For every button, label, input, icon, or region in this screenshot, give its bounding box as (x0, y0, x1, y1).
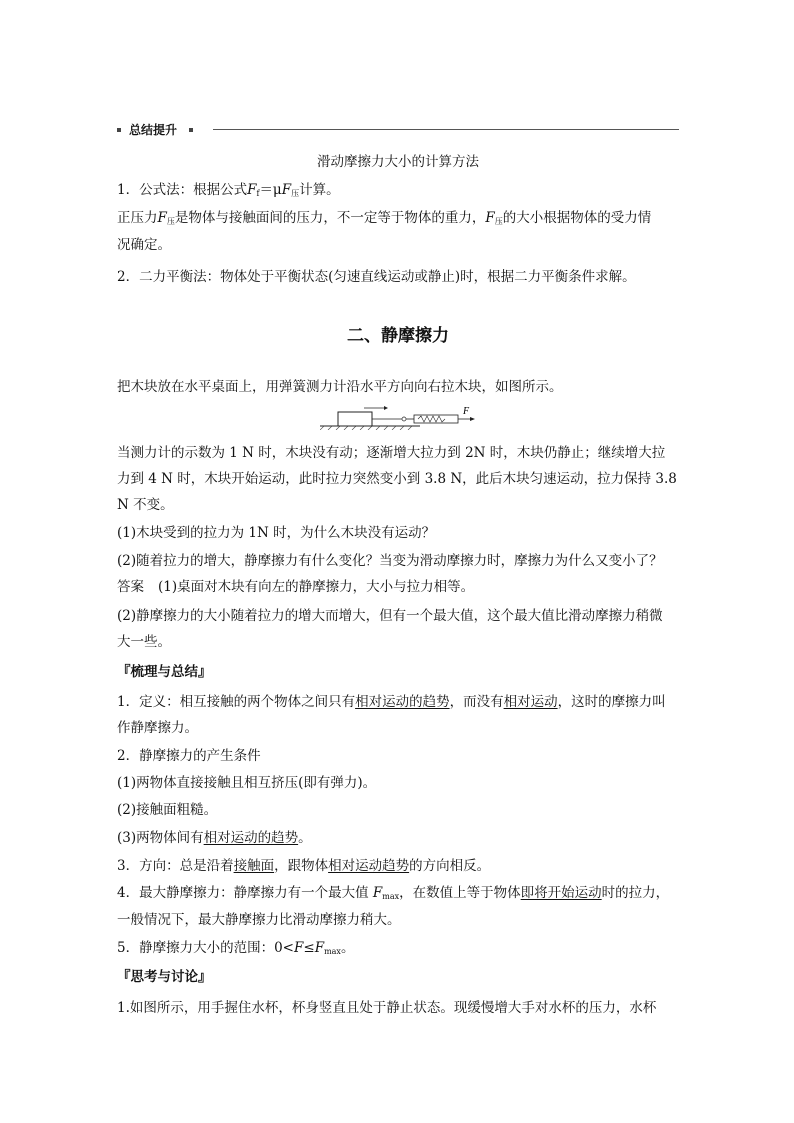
review-def-5: 5．静摩擦力大小的范围：$0<F\le F_{max}$。 (117, 940, 355, 956)
review-def-4-cont: 一般情况下，最大静摩擦力比滑动摩擦力稍大。 (117, 912, 401, 928)
block-spring-figure (320, 404, 480, 430)
review-def-4: 4．最大静摩擦力：静摩擦力有一个最大值 $F_{max}$，在数值上等于物体即将开始运动时的拉力， (117, 885, 670, 901)
summary-paragraph-cont: 况确定。 (117, 237, 171, 253)
hatch-marks (320, 426, 412, 430)
force-arrow-icon (470, 417, 475, 421)
review-def-2-1: (1)两物体直接接触且相互挤压(即有弹力)。 (117, 775, 377, 791)
discuss-tag: 『思考与讨论』 (117, 969, 212, 985)
review-def-3: 3．方向：总是沿着接触面，跟物体相对运动趋势的方向相反。 (117, 858, 491, 874)
review-def-2-2: (2)接触面粗糙。 (117, 802, 218, 818)
body-p1-l1: 当测力计的示数为 1 N 时，木块没有动；逐渐增大拉力到 2N 时，木块仍静止；继续增大拉 (117, 445, 666, 461)
wooden-block (338, 412, 372, 426)
answer-1: 答案 (1)桌面对木块有向左的静摩擦力，大小与拉力相等。 (117, 579, 475, 595)
summary-tag: 总结提升 (129, 123, 178, 137)
section-title: 二、静摩擦力 (347, 326, 449, 346)
body-p1-l2: 力到 4 N 时，木块开始运动，此时拉力突然变小到 3.8 N，此后木块匀速运动，拉力保持 3.8 (117, 471, 677, 487)
bullet-square-icon (189, 128, 193, 132)
question-2: (2)随着拉力的增大，静摩擦力有什么变化？当变为滑动摩擦力时，摩擦力为什么又变小了？ (117, 553, 663, 569)
review-def-2-3: (3)两物体间有相对运动的趋势。 (117, 830, 312, 846)
review-def-1-cont: 作静摩擦力。 (117, 720, 198, 736)
review-tag: 『梳理与总结』 (117, 664, 212, 680)
summary-header (117, 122, 679, 138)
answer-2-l2: 大一些。 (117, 634, 171, 650)
divider (213, 129, 679, 130)
summary-subtitle: 滑动摩擦力大小的计算方法 (317, 154, 479, 170)
bullet-square-icon (117, 128, 121, 132)
answer-2-l1: (2)静摩擦力的大小随着拉力的增大而增大，但有一个最大值，这个最大值比滑动摩擦力稍微 (117, 608, 663, 624)
force-label: F (463, 406, 470, 417)
review-def-1: 1．定义：相互接触的两个物体之间只有相对运动的趋势，而没有相对运动，这时的摩擦力叫 (117, 694, 666, 710)
body-p1-l3: N 不变。 (117, 497, 174, 513)
summary-paragraph: 正压力$F_压$是物体与接触面间的压力，不一定等于物体的重力，$F_压$的大小根据物体的受力情 (117, 210, 652, 226)
summary-item-2: 2．二力平衡法：物体处于平衡状态(匀速直线运动或静止)时，根据二力平衡条件求解。 (117, 269, 636, 285)
intro-text: 把木块放在水平桌面上，用弹簧测力计沿水平方向向右拉木块，如图所示。 (117, 379, 563, 395)
review-def-2: 2．静摩擦力的产生条件 (117, 748, 261, 764)
summary-item-1: 1．公式法：根据公式$F_f=\mu F_压$计算。 (117, 182, 340, 198)
discuss-question-1: 1.如图所示，用手握住水杯，杯身竖直且处于静止状态。现缓慢增大手对水杯的压力，水杯 (117, 1000, 657, 1016)
question-1: (1)木块受到的拉力为 1N 时，为什么木块没有运动？ (117, 525, 436, 541)
